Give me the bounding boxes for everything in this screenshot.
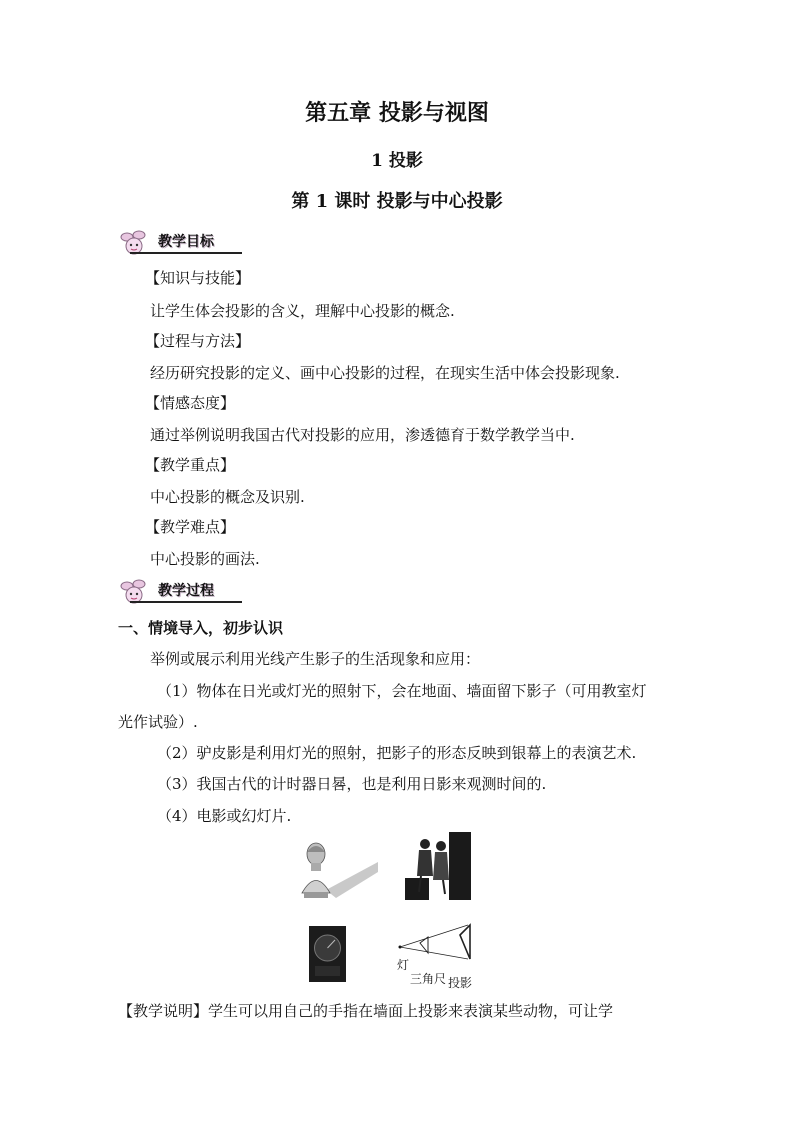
label-process: 【过程与方法】: [145, 332, 251, 350]
text-knowledge: 让学生体会投影的含义，理解中心投影的概念.: [150, 302, 455, 320]
text-attitude: 通过举例说明我国古代对投影的应用，渗透德育于数学教学当中.: [150, 426, 575, 444]
central-projection-diagram: [398, 921, 478, 965]
section-title: 1 投影: [371, 151, 423, 171]
note-label: 【教学说明】: [118, 1002, 209, 1020]
list-item-1: （1）物体在日光或灯光的照射下，会在地面、墙面留下影子（可用教室灯: [157, 682, 647, 700]
shadow-puppet-image: [405, 832, 471, 900]
badge-underline: [130, 252, 242, 254]
lamp-label: 灯: [397, 958, 410, 972]
list-item-3: （3）我国古代的计时器日晷，也是利用日影来观测时间的.: [157, 775, 547, 793]
lesson-title: 第 1 课时 投影与中心投影: [291, 191, 503, 212]
bust-shadow-image: [296, 838, 380, 900]
flower-icon: [118, 228, 152, 260]
text-difficulty: 中心投影的画法.: [150, 550, 260, 568]
process-badge-label: 教学过程: [158, 583, 214, 599]
projection-label: 投影: [448, 976, 473, 990]
note-text: 学生可以用自己的手指在墙面上投影来表演某些动物，可让学: [208, 1002, 614, 1020]
flower-icon: [118, 577, 152, 609]
triangle-label: 三角尺: [410, 972, 447, 986]
label-knowledge: 【知识与技能】: [145, 269, 251, 287]
teaching-note: [118, 1000, 613, 1021]
badge-underline: [130, 601, 242, 603]
chapter-title: 第五章 投影与视图: [305, 100, 489, 126]
process-intro: 举例或展示利用光线产生影子的生活现象和应用：: [150, 650, 481, 668]
process-badge: [118, 577, 248, 611]
objectives-badge: [118, 228, 248, 262]
objectives-badge-label: 教学目标: [158, 234, 214, 250]
sundial-image: [309, 926, 346, 982]
list-item-2: （2）驴皮影是利用灯光的照射，把影子的形态反映到银幕上的表演艺术.: [157, 744, 637, 762]
label-difficulty: 【教学难点】: [145, 518, 236, 536]
list-item-1-cont: 光作试验）.: [118, 713, 198, 731]
text-keypoint: 中心投影的概念及识别.: [150, 488, 305, 506]
list-item-4: （4）电影或幻灯片.: [157, 807, 292, 825]
text-process: 经历研究投影的定义、画中心投影的过程，在现实生活中体会投影现象.: [150, 364, 620, 382]
label-keypoint: 【教学重点】: [145, 456, 236, 474]
section-heading: 一、情境导入，初步认识: [118, 619, 284, 637]
label-attitude: 【情感态度】: [145, 394, 236, 412]
